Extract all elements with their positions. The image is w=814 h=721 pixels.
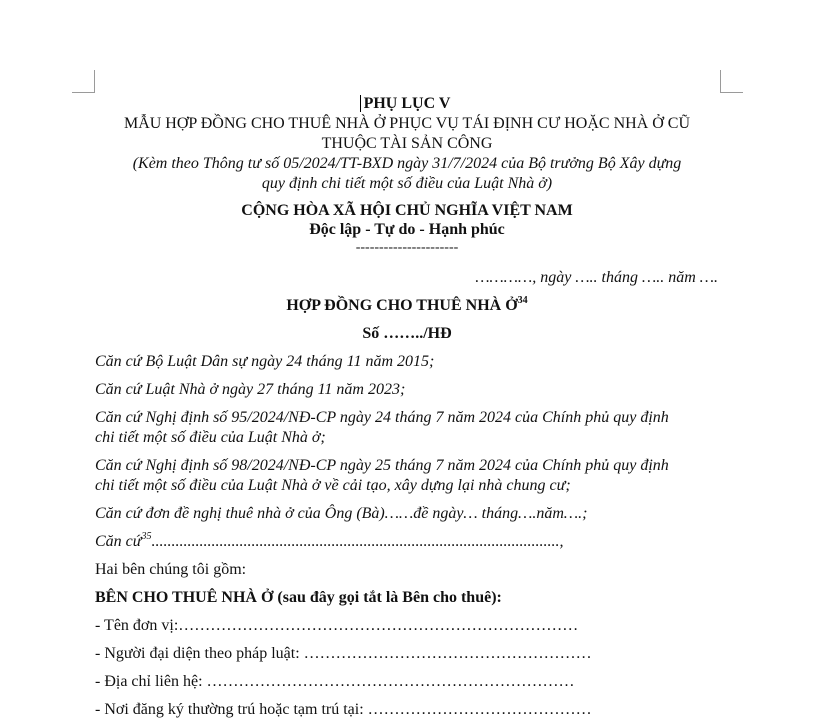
appendix-title: PHỤ LỤC V <box>363 95 451 112</box>
form-title-line-1: MẪU HỢP ĐỒNG CHO THUÊ NHÀ Ở PHỤC VỤ TÁI ĐỊNH CƯ HOẶC NHÀ Ở CŨ <box>123 115 691 132</box>
basis-other-dots: ......................................................................................................, <box>151 533 564 550</box>
date-line: …………, ngày ….. tháng ….. năm …. <box>475 269 718 286</box>
basis-line: Căn cứ Bộ Luật Dân sự ngày 24 tháng 11 năm 2015; <box>95 353 435 370</box>
contract-title-text: HỢP ĐỒNG CHO THUÊ NHÀ Ở <box>286 297 518 314</box>
basis-other-footnote: 35 <box>141 530 152 542</box>
contract-title <box>60 296 754 316</box>
nation-heading: CỘNG HÒA XÃ HỘI CHỦ NGHĨA VIỆT NAM <box>241 202 573 219</box>
separator: ---------------------- <box>355 240 459 255</box>
lessor-heading: BÊN CHO THUÊ NHÀ Ở (sau đây gọi tắt là Bên cho thuê): <box>95 589 502 606</box>
motto: Độc lập - Tự do - Hạnh phúc <box>309 221 505 238</box>
basis-other-prefix: Căn cứ <box>95 533 142 550</box>
basis-line: Căn cứ Nghị định số 95/2024/NĐ-CP ngày 24 tháng 7 năm 2024 của Chính phủ quy định <box>95 409 669 426</box>
page-corner-mark-top-left <box>72 70 95 93</box>
lessor-field-residence: - Nơi đăng ký thường trú hoặc tạm trú tại: …………………………………… <box>95 701 592 718</box>
basis-line: Căn cứ đơn đề nghị thuê nhà ở của Ông (Bà)……đề ngày… tháng….năm….; <box>95 505 588 522</box>
page-corner-mark-top-right <box>720 70 743 93</box>
attached-note-line-1: (Kèm theo Thông tư số 05/2024/TT-BXD ngày 31/7/2024 của Bộ trưởng Bộ Xây dựng <box>132 155 682 172</box>
basis-other-line <box>95 532 564 552</box>
lessor-field-legal-representative: - Người đại diện theo pháp luật: ……………………………………………… <box>95 645 592 662</box>
form-title-line-2: THUỘC TÀI SẢN CÔNG <box>321 135 493 152</box>
basis-line: chi tiết một số điều của Luật Nhà ở về cải tạo, xây dựng lại nhà chung cư; <box>95 477 571 494</box>
basis-line: Căn cứ Luật Nhà ở ngày 27 tháng 11 năm 2023; <box>95 381 406 398</box>
parties-intro: Hai bên chúng tôi gồm: <box>95 561 247 578</box>
lessor-field-unit-name: - Tên đơn vị:………………………………………………………………… <box>95 617 579 634</box>
basis-line: chi tiết một số điều của Luật Nhà ở; <box>95 429 326 446</box>
attached-note-line-2: quy định chi tiết một số điều của Luật Nhà ở) <box>261 175 553 192</box>
basis-line: Căn cứ Nghị định số 98/2024/NĐ-CP ngày 25 tháng 7 năm 2024 của Chính phủ quy định <box>95 457 669 474</box>
lessor-field-contact-address: - Địa chỉ liên hệ: …………………………………………………………… <box>95 673 575 690</box>
contract-number: Số ……../HĐ <box>362 325 452 342</box>
contract-title-footnote: 34 <box>517 294 528 306</box>
